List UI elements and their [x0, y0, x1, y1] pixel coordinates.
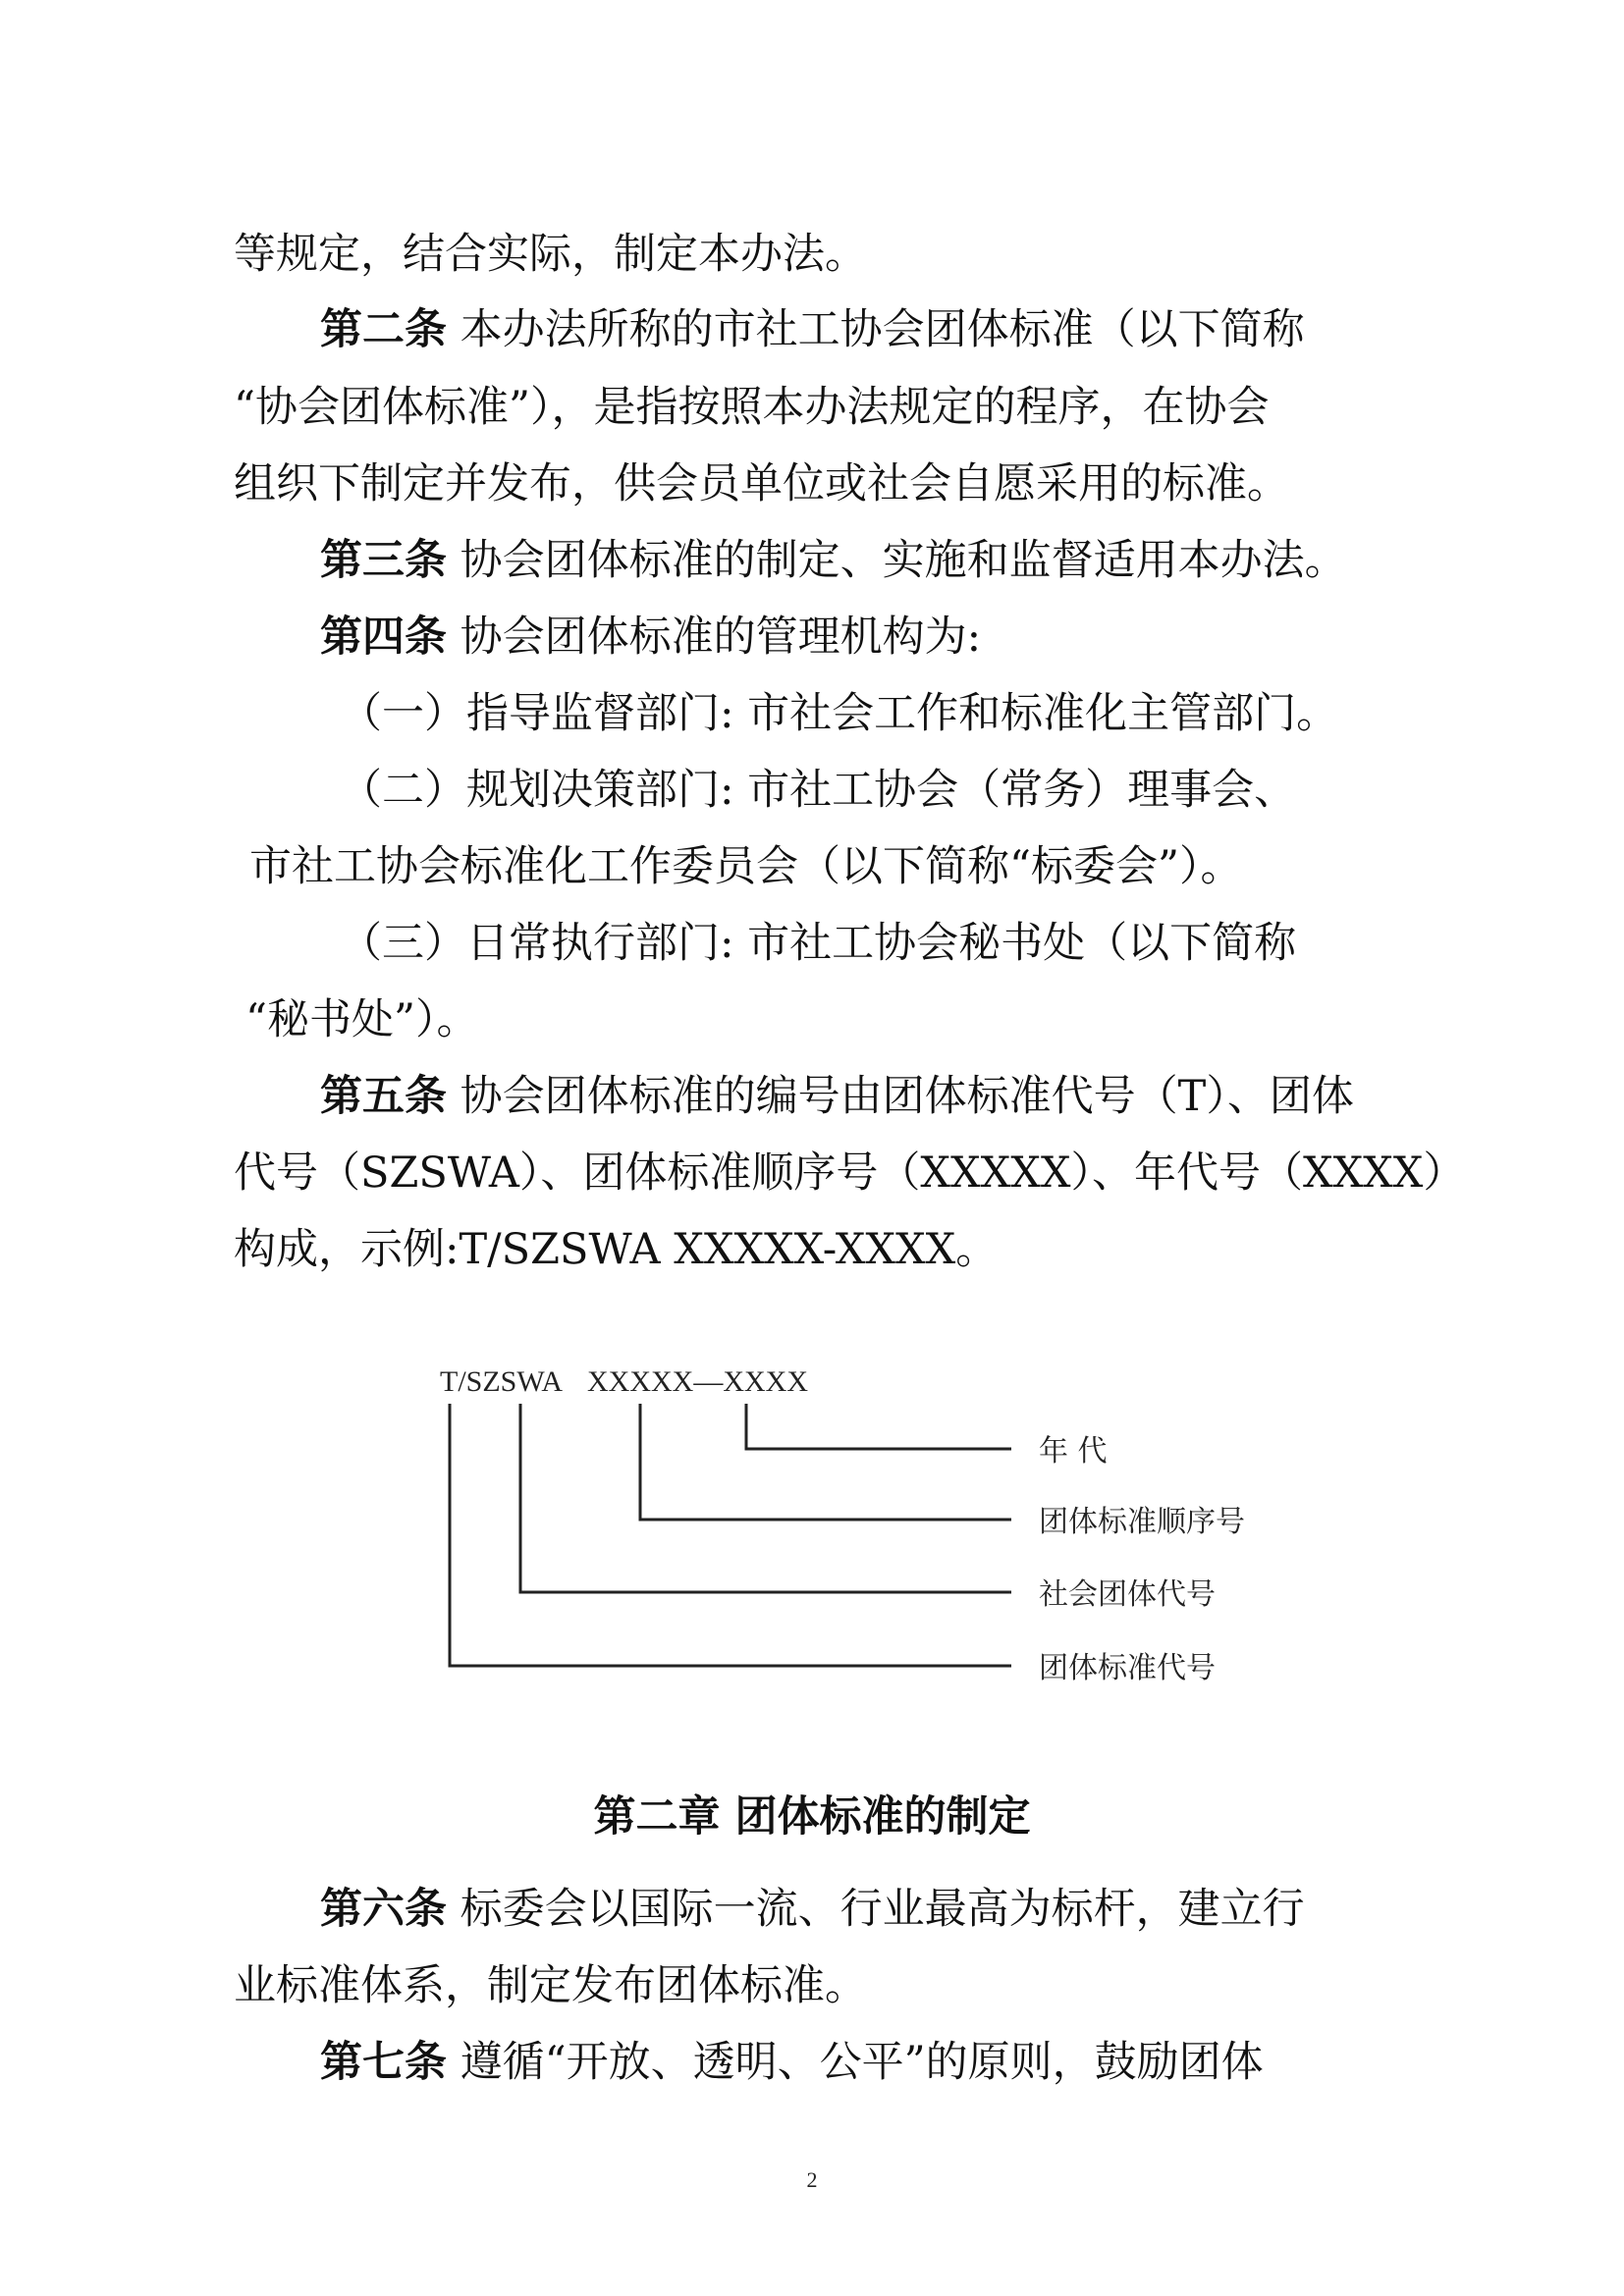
article-label: 第四条 [320, 613, 447, 662]
year-label: 年 代 [1039, 1434, 1108, 1468]
text: 等规定，结合实际，制定本办法。 [234, 230, 867, 279]
page-number: 2 [806, 2167, 818, 2192]
article-label: 第五条 [320, 1072, 447, 1121]
year-connector [746, 1404, 1011, 1449]
chapter-title: 第二章 团体标准的制定 [593, 1792, 1031, 1842]
article-6-line-1 [320, 1885, 1305, 1934]
code-suffix: XXXXX—XXXX [587, 1365, 808, 1398]
article-label: 第六条 [320, 1885, 447, 1934]
sequence-label: 团体标准顺序号 [1039, 1505, 1245, 1539]
org-code-connector [520, 1404, 1011, 1592]
text: 标委会以国际一流、行业最高为标杆，建立行 [460, 1885, 1305, 1934]
article-label: 第七条 [320, 2038, 447, 2087]
text: 组织下制定并发布，供会员单位或社会自愿采用的标准。 [234, 459, 1289, 508]
text: 协会团体标准的编号由团体标准代号（T）、团体 [460, 1072, 1354, 1121]
text: “秘书处”）。 [245, 995, 479, 1044]
text: “协会团体标准”），是指按照本办法规定的程序，在协会 [234, 383, 1270, 432]
std-code-label: 团体标准代号 [1039, 1651, 1216, 1685]
text: 本办法所称的市社工协会团体标准（以下简称 [460, 305, 1305, 354]
text: （三）日常执行部门: 市社工协会秘书处（以下简称 [340, 919, 1297, 968]
std-code-connector [450, 1404, 1011, 1666]
text: 业标准体系，制定发布团体标准。 [234, 1961, 867, 2010]
text: （一）指导监督部门: 市社会工作和标准化主管部门。 [340, 689, 1339, 738]
text: （二）规划决策部门: 市社工协会（常务）理事会、 [340, 766, 1297, 815]
sequence-connector [640, 1404, 1011, 1520]
code-prefix: T/SZSWA [440, 1365, 564, 1398]
text: 遵循“开放、透明、公平”的原则，鼓励团体 [460, 2038, 1264, 2087]
text: 协会团体标准的管理机构为: [460, 613, 982, 662]
text: 协会团体标准的制定、实施和监督适用本办法。 [460, 536, 1347, 585]
text: 构成，示例:T/SZSWA XXXXX-XXXX。 [234, 1225, 999, 1274]
text: 代号（SZSWA）、团体标准顺序号（XXXXX）、年代号（XXXX） [234, 1148, 1466, 1198]
org-code-label: 社会团体代号 [1039, 1577, 1216, 1612]
article-7-line-1 [320, 2038, 1264, 2087]
text: 市社工协会标准化工作委员会（以下简称“标委会”）。 [249, 842, 1243, 891]
article-label: 第二条 [320, 305, 447, 354]
text-line [234, 1961, 867, 2010]
article-label: 第三条 [320, 536, 447, 585]
